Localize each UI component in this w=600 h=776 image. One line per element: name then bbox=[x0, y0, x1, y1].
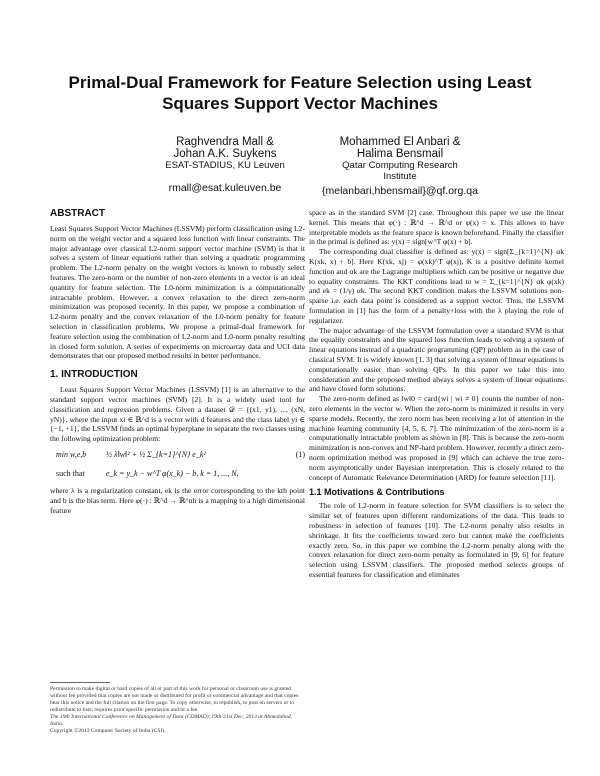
footnote-copyright: Copyright ©2013 Computer Society of India (CSI). bbox=[50, 728, 166, 734]
right-column bbox=[309, 208, 564, 580]
paper-title: Primal-Dual Framework for Feature Selection using Least Squares Support Vector Machines bbox=[68, 73, 532, 113]
constraint-label: such that bbox=[56, 468, 85, 478]
footnote-venue: The 19th International Conference on Management of Data (COMAD), 19th-21st Dec, 2013 at Ahmedabad, India. bbox=[50, 714, 293, 727]
intro-paragraph: Least Squares Support Vector Machines (LSSVM) [1] is an alternative to the standard support vector machines (SVM) [2]. It is a widely used tool for classification and regression problems. Given a dataset 𝒟 = {(x1, y1), ..., (xN, yN)}, where the input xi ∈ ℝ^d is a vector with d features and the class label yi ∈ {−1, +1}, the LSSVM finds an optimal hyperplane to separate the two classes using the following optimization problem: bbox=[50, 385, 305, 444]
subsection-heading: 1.1 Motivations & Contributions bbox=[309, 487, 445, 498]
abstract-text: Least Squares Support Vector Machines (LSSVM) perform classification using L2-norm on the weight vector and a squared loss function with linear constraints. The major advantage over classical L2-norm support vector machine (SVM) is that it solves a system of linear equations rather than solving a quadratic programming problem. The L2-norm penalty on the weight vectors is known to robustly select features. The zero-norm or the number of non-zero elements in a vector is an ideal quantity for feature selection. The L0-norm minimization is a computationally intractable problem. However, a convex relaxation to the direct zero-norm minimization was proposed recently. In this paper, we propose a combination of L2-norm penalty and the convex relaxation of the L0-norm penalty for feature selection in classification problems. We propose a primal-dual framework for feature selection using the combination of L2-norm and L0-norm penalty resulting in closed form solution. A series of experiments on microarray data and UCI data demonstrates that our proposed method results in better performance. bbox=[50, 224, 305, 361]
footnote bbox=[50, 682, 305, 735]
abstract-heading: ABSTRACT bbox=[50, 208, 105, 219]
left-column bbox=[50, 208, 305, 515]
author-name: Raghvendra Mall & bbox=[176, 136, 274, 148]
equation-1-constraint bbox=[56, 467, 305, 480]
author-affiliation: Institute bbox=[383, 171, 417, 182]
equation-lhs: min w,e,b bbox=[56, 449, 87, 459]
author-block-2 bbox=[310, 136, 490, 197]
introduction-heading: 1. INTRODUCTION bbox=[50, 369, 138, 381]
intro-paragraph: where λ is a regularization constant, ek is the error corresponding to the kth point and b is the bias term. Here φ(·) : ℝ^d → ℝ^nh is a mapping to a high dimensional feature bbox=[50, 485, 305, 515]
author-email[interactable]: {melanbari,hbensmail}@qf.org.qa bbox=[321, 185, 478, 197]
author-name: Johan A.K. Suykens bbox=[173, 148, 277, 160]
author-block-1 bbox=[150, 136, 300, 194]
body-paragraph: The major advantage of the LSSVM formulation over a standard SVM is that the equality constraints and the squared loss function leads to solving a system of linear equations instead of a quadratic programming (QP) problem as in the case of classical SVM. It is widely known [1, 3] that solving a system of linear equations is computationally easier than solving QPs. In this paper we take this into consideration and the proposed method always solves a system of linear equations and have closed form solutions. bbox=[309, 325, 564, 394]
footnote-permission: Permission to make digital or hard copies of all or part of this work for personal or classroom use is granted without fee provided that copies are not made or distributed for profit or commercial advantage and that copies bear this notice and the full citation on the first page. To copy otherwise, to republish, to post on servers or to redistribute to lists, requires prior specific permission and/or a fee. bbox=[50, 686, 299, 713]
author-name: Halima Bensmail bbox=[356, 148, 444, 160]
body-paragraph: The role of L2-norm in feature selection for SVM classifiers is to select the similar set of features upon different randomizations of the data. This leads to robustness in selection of features [10]. The L2-norm penalty also results in shrinkage. It fits the coefficients toward zero but cannot make the coefficients exactly zero. So, in this paper we combine the L2-norm penalty along with the convex relaxation for direct zero-norm penalty as formulated in [9, 6] for feature selection using LSSVM classifiers. The proposed method selects groups of essential features for classification and eliminates bbox=[309, 501, 564, 579]
body-paragraph: The corresponding dual classifier is defined as: y(x) = sign[Σ_{k=1}^{N} αk K(xk, x) + b]. Here K(xk, xj) = φ(xk)^T φ(xj), K is a positive definite kernel function and αk are the Lagrange multipliers which can be positive or negative due to equality constraints. The KKT conditions lead to w = Σ_{k=1}^{N} αk φ(xk) and ek = (1/γ) αk. The second KKT condition makes the LSSVM solutions non-sparse i.e. each data point is considered as a support vector. Thus, the LSSVM formulation in [1] has the form of a penalty+loss with the λ playing the role of regularizer. bbox=[309, 247, 564, 325]
body-paragraph: space as in the standard SVM [2] case. Throughout this paper we use the linear kernel. This means that φ(·) : ℝ^d → ℝ^d or φ(x) = x. This allows to have interpretable models as the feature space is known beforehand. Finally the classifier in the primal is defined as: y(x) = sign[w^T φ(x) + b]. bbox=[309, 208, 564, 247]
author-affiliation: Qatar Computing Research bbox=[342, 160, 458, 171]
author-name: Mohammed El Anbari & bbox=[339, 136, 461, 148]
author-affiliation: ESAT-STADIUS, KU Leuven bbox=[165, 160, 285, 171]
equation-number: (1) bbox=[295, 449, 305, 459]
footnote-rule bbox=[50, 682, 110, 683]
author-email[interactable]: rmall@esat.kuleuven.be bbox=[168, 182, 282, 194]
constraint-expression: e_k = y_k − w^T φ(x_k) − b, k = 1, ..., N, bbox=[106, 468, 239, 478]
equation-1 bbox=[56, 448, 305, 461]
body-paragraph: The zero-norm defined as ‖w‖0 = card{wi | wi ≠ 0} counts the number of non-zero elements in the vector w. When the zero-norm is minimized it results in very sparse models. Recently, the zero norm has been receiving a lot of attention in the machine learning community [4, 5, 6, 7]. The minimization of the zero-norm is a computationally intractable problem as shown in [8]. This is because the zero-norm minimization is non-convex and NP-hard problem. However, recently a direct zero-norm optimization method was proposed in [9] which can achieve the true zero-norm asymptotically under Bayesian interpretation. This is closely related to the concept of Automatic Relevance Determination (ARD) for feature selection [11]. bbox=[309, 394, 564, 482]
equation-objective: ½ λ‖w‖² + ½ Σ_{k=1}^{N} e_k² bbox=[106, 449, 206, 459]
